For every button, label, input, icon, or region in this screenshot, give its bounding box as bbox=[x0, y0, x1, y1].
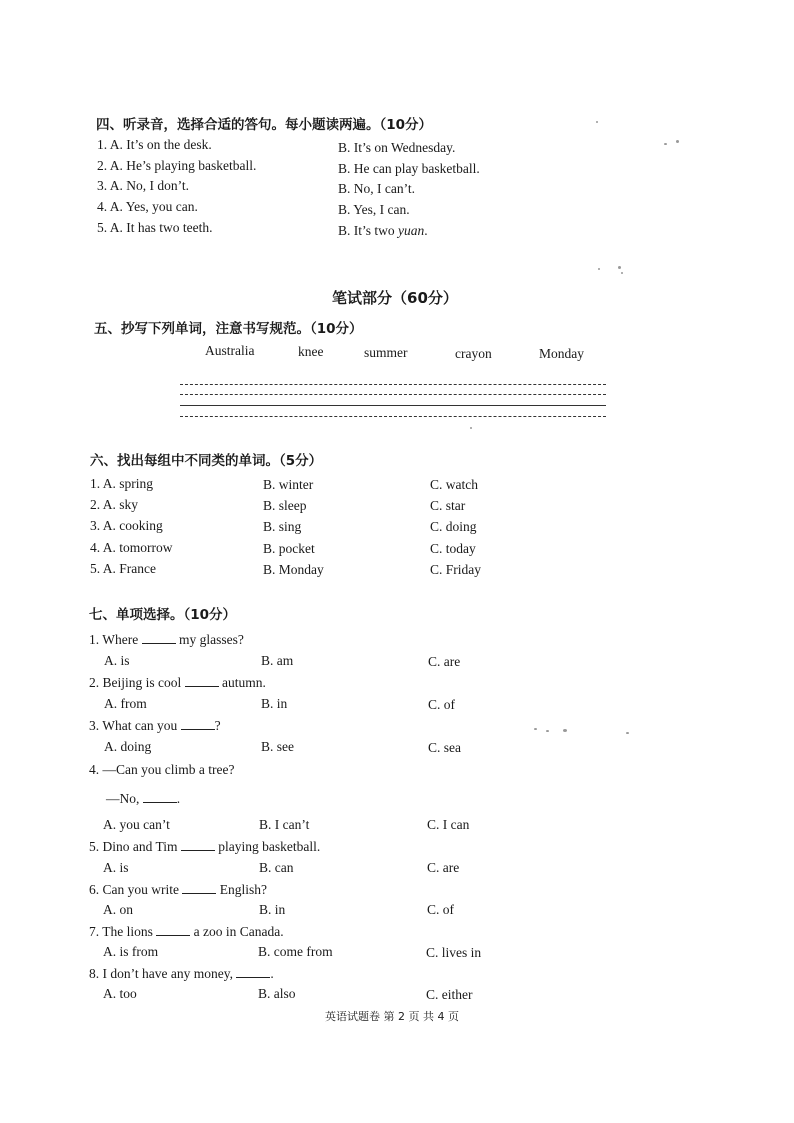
s4-q3-option-b: B. No, I can’t. bbox=[338, 181, 415, 196]
s7-q4-b: B. I can’t bbox=[259, 817, 310, 832]
s6-q2-b: B. sleep bbox=[263, 498, 307, 513]
writing-line bbox=[180, 405, 606, 406]
s6-q3-c: C. doing bbox=[430, 519, 477, 534]
section4-heading: 四、听录音，选择合适的答句。每小题读两遍。（10分） bbox=[96, 117, 433, 133]
copy-word-1: Australia bbox=[205, 343, 255, 358]
answer-blank bbox=[181, 717, 215, 730]
answer-blank bbox=[182, 881, 216, 894]
scan-speck bbox=[676, 140, 679, 143]
scan-speck bbox=[618, 266, 621, 269]
s7-q7-c: C. lives in bbox=[426, 945, 482, 960]
writing-line bbox=[180, 394, 606, 395]
s7-q3-stem: 3. What can you ? bbox=[89, 718, 221, 733]
s7-q8-a: A. too bbox=[103, 986, 137, 1001]
writing-line bbox=[180, 416, 606, 417]
s6-q1-c: C. watch bbox=[430, 477, 478, 492]
answer-blank bbox=[143, 790, 177, 803]
s7-q7-stem: 7. The lions a zoo in Canada. bbox=[89, 924, 284, 939]
s4-q5-option-a: 5. A. It has two teeth. bbox=[97, 220, 213, 235]
s7-q4-c: C. I can bbox=[427, 817, 470, 832]
s6-q5-c: C. Friday bbox=[430, 562, 482, 577]
s7-q4-a: A. you can’t bbox=[103, 817, 170, 832]
scan-speck bbox=[596, 121, 598, 123]
s7-q3-a: A. doing bbox=[104, 739, 152, 754]
s7-q5-a: A. is bbox=[103, 860, 129, 875]
s7-q6-stem: 6. Can you write English? bbox=[89, 882, 267, 897]
section7-heading: 七、单项选择。（10分） bbox=[89, 607, 237, 623]
s4-q5-option-b: B. It’s two yuan. bbox=[338, 223, 428, 238]
s7-q1-a: A. is bbox=[104, 653, 130, 668]
scan-speck bbox=[470, 427, 472, 429]
s7-q2-a: A. from bbox=[104, 696, 147, 711]
answer-blank bbox=[236, 965, 270, 978]
s6-q3-a: 3. A. cooking bbox=[90, 518, 163, 533]
s7-q1-b: B. am bbox=[261, 653, 294, 668]
s4-q2-option-a: 2. A. He’s playing basketball. bbox=[97, 158, 257, 173]
copy-word-3: summer bbox=[364, 345, 408, 360]
s4-q1-option-a: 1. A. It’s on the desk. bbox=[97, 137, 212, 152]
scan-speck bbox=[546, 730, 549, 732]
scan-speck bbox=[534, 728, 537, 730]
s7-q8-c: C. either bbox=[426, 987, 473, 1002]
scan-speck bbox=[664, 143, 667, 145]
s7-q2-c: C. of bbox=[428, 697, 455, 712]
s4-q4-option-a: 4. A. Yes, you can. bbox=[97, 199, 198, 214]
s6-q2-c: C. star bbox=[430, 498, 466, 513]
s6-q4-c: C. today bbox=[430, 541, 476, 556]
answer-blank bbox=[142, 631, 176, 644]
s4-q3-option-a: 3. A. No, I don’t. bbox=[97, 178, 190, 193]
s4-q1-option-b: B. It’s on Wednesday. bbox=[338, 140, 456, 155]
s6-q1-a: 1. A. spring bbox=[90, 476, 154, 491]
writing-line bbox=[180, 384, 606, 385]
s6-q1-b: B. winter bbox=[263, 477, 314, 492]
s7-q4-reply: —No, . bbox=[106, 791, 181, 806]
answer-blank bbox=[181, 838, 215, 851]
s7-q1-c: C. are bbox=[428, 654, 461, 669]
written-part-title: 笔试部分（60分） bbox=[332, 289, 458, 307]
s7-q3-c: C. sea bbox=[428, 740, 461, 755]
s7-q4-question: 4. —Can you climb a tree? bbox=[89, 762, 235, 777]
page-footer: 英语试题卷 第 2 页 共 4 页 bbox=[325, 1010, 459, 1023]
s4-q4-option-b: B. Yes, I can. bbox=[338, 202, 410, 217]
answer-blank bbox=[185, 674, 219, 687]
scan-speck bbox=[621, 272, 623, 274]
s7-q2-stem: 2. Beijing is cool autumn. bbox=[89, 675, 266, 690]
s6-q5-a: 5. A. France bbox=[90, 561, 156, 576]
s7-q5-c: C. are bbox=[427, 860, 460, 875]
s7-q8-stem: 8. I don’t have any money, . bbox=[89, 966, 274, 981]
copy-word-2: knee bbox=[298, 344, 324, 359]
s7-q6-c: C. of bbox=[427, 902, 454, 917]
copy-word-4: crayon bbox=[455, 346, 492, 361]
s7-q5-b: B. can bbox=[259, 860, 294, 875]
s7-q1-stem: 1. Where my glasses? bbox=[89, 632, 244, 647]
answer-blank bbox=[156, 923, 190, 936]
s7-q3-b: B. see bbox=[261, 739, 294, 754]
s4-q2-option-b: B. He can play basketball. bbox=[338, 161, 480, 176]
s6-q2-a: 2. A. sky bbox=[90, 497, 139, 512]
scan-speck bbox=[563, 729, 567, 732]
scan-speck bbox=[626, 732, 629, 734]
s7-q7-a: A. is from bbox=[103, 944, 159, 959]
s7-q6-b: B. in bbox=[259, 902, 286, 917]
s6-q5-b: B. Monday bbox=[263, 562, 324, 577]
s6-q4-b: B. pocket bbox=[263, 541, 315, 556]
section5-heading: 五、抄写下列单词，注意书写规范。（10分） bbox=[94, 321, 363, 337]
s7-q5-stem: 5. Dino and Tim playing basketball. bbox=[89, 839, 321, 854]
s7-q2-b: B. in bbox=[261, 696, 288, 711]
s7-q6-a: A. on bbox=[103, 902, 133, 917]
s6-q3-b: B. sing bbox=[263, 519, 302, 534]
s6-q4-a: 4. A. tomorrow bbox=[90, 540, 173, 555]
scan-speck bbox=[598, 268, 600, 270]
section6-heading: 六、找出每组中不同类的单词。（5分） bbox=[90, 453, 323, 469]
s7-q7-b: B. come from bbox=[258, 944, 333, 959]
s7-q8-b: B. also bbox=[258, 986, 296, 1001]
copy-word-5: Monday bbox=[539, 346, 584, 361]
